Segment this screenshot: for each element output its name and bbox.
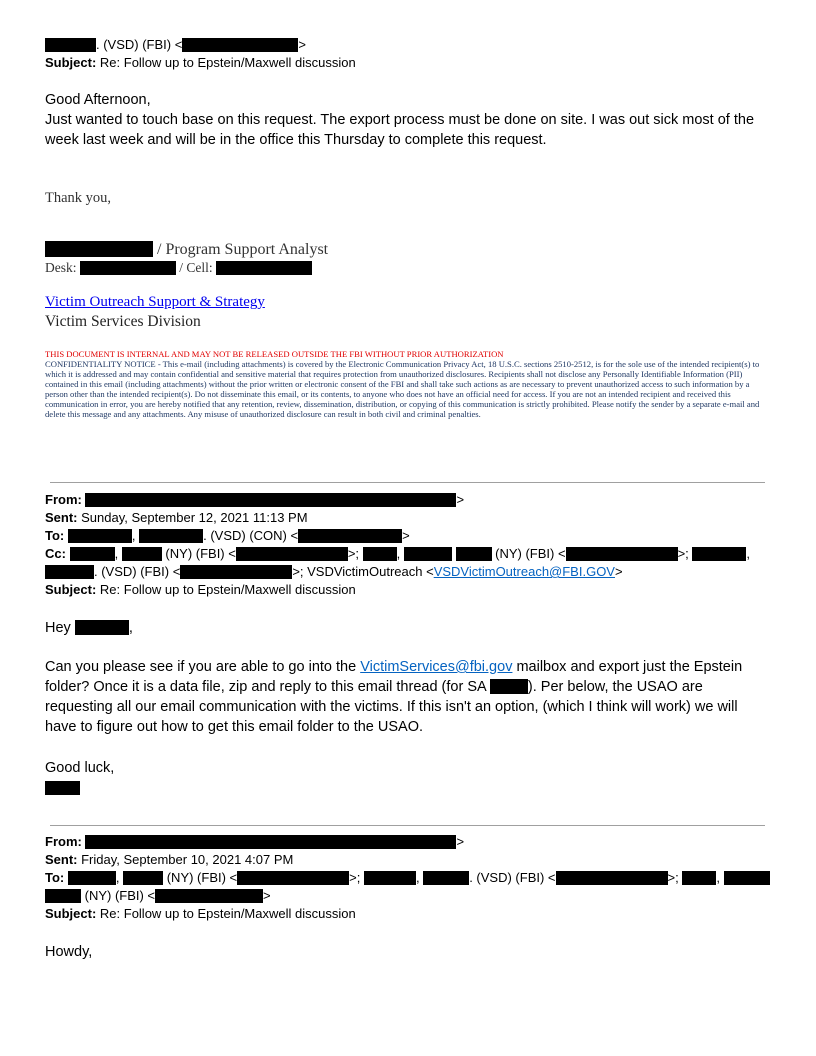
redaction — [423, 871, 469, 885]
signature-link-line — [45, 294, 265, 311]
redaction — [180, 565, 292, 579]
redaction — [456, 547, 492, 561]
redaction — [85, 493, 456, 507]
redaction — [45, 241, 153, 257]
signature-phone: Desk: / Cell: — [45, 260, 312, 276]
redaction — [556, 871, 668, 885]
body-text: folder? Once it is a data file, zip and reply to this email thread (for SA ). Per below, the USAO are — [45, 679, 703, 695]
redaction — [123, 871, 163, 885]
signature-division: Victim Services Division — [45, 313, 201, 330]
redaction — [85, 835, 456, 849]
subject-line: Subject: Re: Follow up to Epstein/Maxwell discussion — [45, 55, 356, 70]
from-line: From: > — [45, 834, 465, 849]
victim-services-email-link[interactable]: VictimServices@fbi.gov — [360, 659, 513, 675]
redaction — [45, 781, 80, 795]
redaction — [68, 871, 116, 885]
redaction — [45, 565, 94, 579]
greeting: Howdy, — [45, 944, 93, 960]
cc-line-continued: . (VSD) (FBI) < >; VSDVictimOutreach <VSDVictimOutreach@FBI.GOV> — [45, 564, 623, 579]
redaction — [682, 871, 716, 885]
from-line-partial: . (VSD) (FBI) < > — [45, 37, 306, 52]
body-text: requesting all our email communication with the victims. If this isn't an option, (which I think will work) we will — [45, 699, 738, 715]
redaction — [45, 38, 96, 52]
greeting: Good Afternoon, — [45, 92, 151, 108]
redaction — [363, 547, 397, 561]
redaction — [237, 871, 349, 885]
victim-outreach-link[interactable]: Victim Outreach Support & Strategy — [45, 294, 265, 310]
from-line: From: > — [45, 492, 465, 507]
redaction — [70, 547, 115, 561]
internal-warning: THIS DOCUMENT IS INTERNAL AND MAY NOT BE RELEASED OUTSIDE THE FBI WITHOUT PRIOR AUTHORIZATION — [45, 349, 504, 359]
signature-name: / Program Support Analyst — [45, 241, 328, 259]
body-text: week last week and will be in the office this Thursday to complete this request. — [45, 132, 547, 148]
redaction — [75, 620, 129, 635]
sent-line: Sent: Friday, September 10, 2021 4:07 PM — [45, 852, 294, 867]
divider — [50, 482, 765, 483]
redaction — [236, 547, 348, 561]
redaction — [45, 889, 81, 903]
redaction — [724, 871, 770, 885]
redaction — [490, 679, 528, 694]
divider — [50, 825, 765, 826]
redaction — [404, 547, 452, 561]
cc-line: Cc: , (NY) (FBI) < >; , (NY) (FBI) < >; , — [45, 546, 751, 561]
subject-line: Subject: Re: Follow up to Epstein/Maxwell discussion — [45, 582, 356, 597]
vsd-victim-outreach-email-link[interactable]: VSDVictimOutreach@FBI.GOV — [433, 564, 615, 579]
redaction — [68, 529, 132, 543]
greeting: Hey , — [45, 620, 133, 636]
notice-body: CONFIDENTIALITY NOTICE - This e-mail (including attachments) is covered by the Electronic Communication Privacy Act, 18 U.S.C. sections 2510-2512, is for the sole use of the intended recipient(s) to which it is addressed and may contain confidential and sensitive material that requires protection from unauthorized disclosures. Recipients shall not disclose any Personally Identifiable Information (PII) contained in this email (including attachments) without the prior written or electronic consent of the FBI and shall take such actions as are necessary to prevent unauthorized access to such information by a person other than the intended recipient(s). Do not disseminate this email, or its contents, to anyone who does not have an official need for access. If you are not an intended recipient and received this communication in error, you are hereby notified that any retention, review, dissemination, distribution, or copying of this communication is strictly prohibited. Please notify the sender by a separate e-mail and delete this message and any attachments. Any misuse of unauthorized disclosure can result in both civil and criminal penalties. — [45, 359, 760, 419]
sent-line: Sent: Sunday, September 12, 2021 11:13 PM — [45, 510, 308, 525]
body-text: Can you please see if you are able to go into the VictimServices@fbi.gov mailbox and export just the Epstein — [45, 659, 743, 675]
redaction — [566, 547, 678, 561]
body-text: have to figure out how to get this email folder to the USAO. — [45, 719, 424, 735]
redaction — [155, 889, 263, 903]
redaction — [139, 529, 203, 543]
redaction — [364, 871, 416, 885]
redaction — [80, 261, 176, 275]
redaction — [122, 547, 162, 561]
closing: Thank you, — [45, 190, 112, 206]
to-line-continued: (NY) (FBI) < > — [45, 888, 271, 903]
redaction — [182, 38, 298, 52]
confidentiality-notice — [45, 349, 769, 419]
redaction — [298, 529, 402, 543]
closing: Good luck, — [45, 760, 115, 776]
to-line: To: , . (VSD) (CON) < > — [45, 528, 410, 543]
subject-line: Subject: Re: Follow up to Epstein/Maxwell discussion — [45, 906, 356, 921]
redaction — [216, 261, 312, 275]
to-line: To: , (NY) (FBI) < >; , . (VSD) (FBI) < >; , — [45, 870, 770, 885]
redaction — [692, 547, 746, 561]
body-text: Just wanted to touch base on this request. The export process must be done on site. I was out sick most of the — [45, 112, 755, 128]
